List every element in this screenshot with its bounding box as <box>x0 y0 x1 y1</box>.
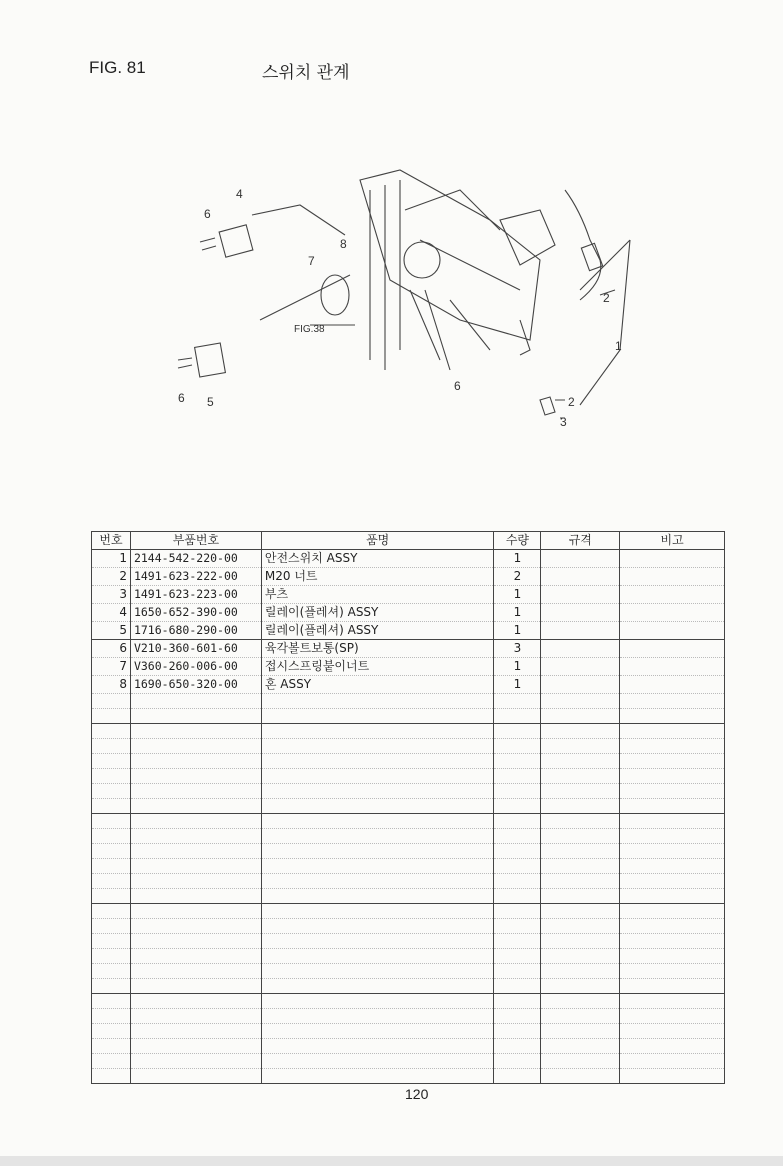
frame-rails <box>370 180 400 370</box>
cell-part-number: 1650-652-390-00 <box>130 604 261 622</box>
cell-remarks <box>620 550 725 568</box>
cell-remarks <box>620 658 725 676</box>
table-row <box>92 622 725 640</box>
blank-row <box>92 1054 725 1069</box>
callout-2a: 2 <box>603 291 610 305</box>
parts-table <box>91 531 725 1084</box>
blank-row <box>92 949 725 964</box>
header-qty: 수량 <box>494 532 541 550</box>
table-row <box>92 550 725 568</box>
table-header-row <box>92 532 725 550</box>
cell-qty: 1 <box>494 622 541 640</box>
switch-housing <box>500 210 555 265</box>
blank-row <box>92 979 725 994</box>
cell-part-name: 안전스위치 ASSY <box>261 550 494 568</box>
cell-no: 7 <box>92 658 131 676</box>
cell-part-name: 육각볼트보통(SP) <box>261 640 494 658</box>
cell-part-name: 혼 ASSY <box>261 676 494 694</box>
blank-row <box>92 889 725 904</box>
cell-qty: 3 <box>494 640 541 658</box>
table-row <box>92 640 725 658</box>
cell-part-name: 릴레이(플레셔) ASSY <box>261 622 494 640</box>
cell-part-number: V210-360-601-60 <box>130 640 261 658</box>
header-part-number: 부품번호 <box>130 532 261 550</box>
callout-6b: 6 <box>178 391 185 405</box>
blank-row <box>92 934 725 949</box>
cell-no: 1 <box>92 550 131 568</box>
cell-qty: 1 <box>494 604 541 622</box>
cell-remarks <box>620 586 725 604</box>
cell-spec <box>541 658 620 676</box>
cell-no: 3 <box>92 586 131 604</box>
figure-title: 스위치 관계 <box>262 63 350 83</box>
cell-part-number: 1716-680-290-00 <box>130 622 261 640</box>
blank-row <box>92 874 725 889</box>
callout-4: 4 <box>236 187 243 201</box>
callout-3: 3 <box>560 415 567 429</box>
blank-row <box>92 1024 725 1039</box>
exploded-parts-diagram <box>160 150 660 450</box>
cell-qty: 1 <box>494 676 541 694</box>
cell-no: 6 <box>92 640 131 658</box>
blank-row <box>92 844 725 859</box>
blank-row <box>92 814 725 829</box>
blank-row <box>92 919 725 934</box>
page-number: 120 <box>405 1086 429 1102</box>
cell-remarks <box>620 640 725 658</box>
blank-row <box>92 769 725 784</box>
blank-row <box>92 739 725 754</box>
cell-no: 2 <box>92 568 131 586</box>
cell-part-number: 1491-623-223-00 <box>130 586 261 604</box>
blank-row <box>92 694 725 709</box>
relay-5 <box>195 343 226 377</box>
scan-edge <box>0 1156 783 1166</box>
cell-spec <box>541 640 620 658</box>
cell-no: 4 <box>92 604 131 622</box>
cell-no: 8 <box>92 676 131 694</box>
cell-remarks <box>620 604 725 622</box>
callout-1: 1 <box>615 339 622 353</box>
boot-3 <box>540 397 555 415</box>
blank-row <box>92 829 725 844</box>
cell-qty: 1 <box>494 658 541 676</box>
cell-part-name: M20 너트 <box>261 568 494 586</box>
cell-part-name: 접시스프링붙이너트 <box>261 658 494 676</box>
cell-qty: 1 <box>494 586 541 604</box>
figure-reference: FIG.38 <box>294 324 325 335</box>
callout-5: 5 <box>207 395 214 409</box>
blank-row <box>92 754 725 769</box>
header-no: 번호 <box>92 532 131 550</box>
cell-qty: 1 <box>494 550 541 568</box>
header-remarks: 비고 <box>620 532 725 550</box>
callout-6a: 6 <box>204 207 211 221</box>
horn-8 <box>321 275 349 315</box>
cell-spec <box>541 586 620 604</box>
cell-remarks <box>620 622 725 640</box>
header-spec: 규격 <box>541 532 620 550</box>
cell-part-number: V360-260-006-00 <box>130 658 261 676</box>
callout-8: 8 <box>340 237 347 251</box>
blank-row <box>92 709 725 724</box>
table-row <box>92 568 725 586</box>
blank-row <box>92 1069 725 1084</box>
blank-row <box>92 784 725 799</box>
cell-remarks <box>620 568 725 586</box>
blank-row <box>92 724 725 739</box>
cell-remarks <box>620 676 725 694</box>
safety-switch <box>581 243 602 270</box>
blank-row <box>92 964 725 979</box>
cell-part-number: 1690-650-320-00 <box>130 676 261 694</box>
header-part-name: 품명 <box>261 532 494 550</box>
table-row <box>92 658 725 676</box>
table-row <box>92 604 725 622</box>
cell-spec <box>541 622 620 640</box>
table-row <box>92 586 725 604</box>
blank-row <box>92 1039 725 1054</box>
blank-row <box>92 994 725 1009</box>
callout-6c: 6 <box>454 379 461 393</box>
cell-part-name: 부츠 <box>261 586 494 604</box>
blank-row <box>92 859 725 874</box>
diagram-drawing <box>160 150 660 450</box>
blank-row <box>92 799 725 814</box>
cell-part-name: 릴레이(플레셔) ASSY <box>261 604 494 622</box>
cell-part-number: 1491-623-222-00 <box>130 568 261 586</box>
blank-row <box>92 1009 725 1024</box>
relay-4 <box>219 225 253 257</box>
cell-part-number: 2144-542-220-00 <box>130 550 261 568</box>
frame-hole <box>404 242 440 278</box>
figure-number: FIG. 81 <box>89 58 146 77</box>
cell-spec <box>541 676 620 694</box>
cell-spec <box>541 550 620 568</box>
callout-2b: 2 <box>568 395 575 409</box>
table-row <box>92 676 725 694</box>
cell-no: 5 <box>92 622 131 640</box>
cell-spec <box>541 604 620 622</box>
callout-7: 7 <box>308 254 315 268</box>
blank-row <box>92 904 725 919</box>
cell-qty: 2 <box>494 568 541 586</box>
cell-spec <box>541 568 620 586</box>
